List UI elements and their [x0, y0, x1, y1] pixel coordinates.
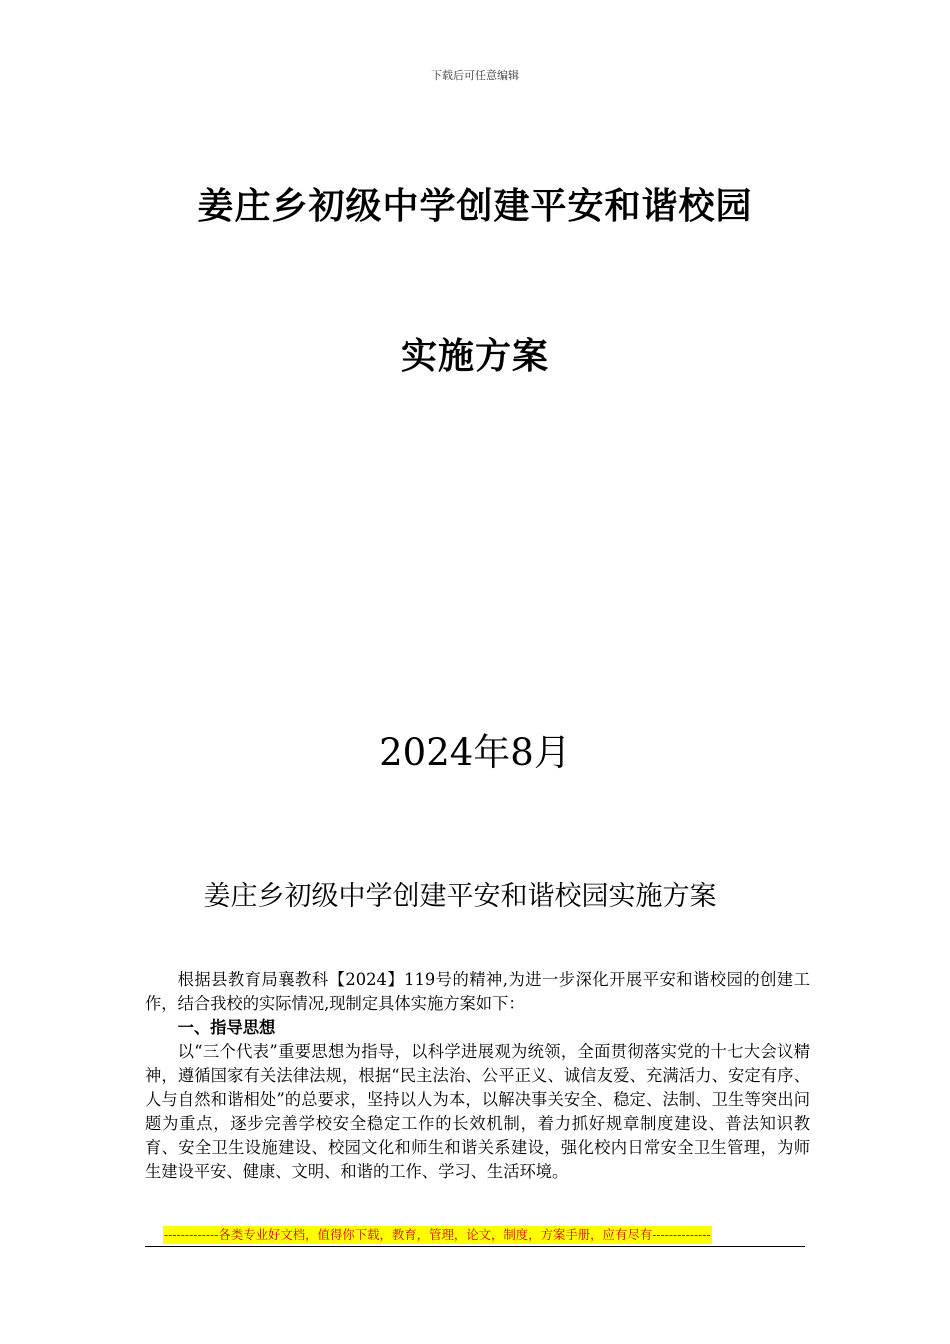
section-paragraph-guiding-ideology: 以“三个代表”重要思想为指导，以科学进展观为统领，全面贯彻落实党的十七大会议精神，遵循国家有关法律法规，根据“民主法治、公平正义、诚信友爱、充满活力、安定有序、人与自然和谐相处”的总要求，坚持以人为本，以解决事关安全、稳定、法制、卫生等突出问题为重点，逐步完善学校安全稳定工作的长效机制，着力抓好规章制度建设、普法知识教育、安全卫生设施建设、校园文化和师生和谐关系建设，强化校内日常安全卫生管理，为师生建设平安、健康、文明、和谐的工作、学习、生活环境。	[145, 1042, 810, 1181]
cover-title-line1: 姜庄乡初级中学创建平安和谐校园	[197, 186, 753, 227]
header-note: 下载后可任意编辑	[431, 69, 519, 82]
section-heading-guiding-ideology: 一、指导思想	[177, 1018, 276, 1037]
cover-date: 2024年8月	[379, 731, 571, 774]
document-title: 姜庄乡初级中学创建平安和谐校园实施方案	[203, 881, 717, 912]
intro-paragraph: 根据县教育局襄教科【2024】119号的精神,为进一步深化开展平安和谐校园的创建工作，结合我校的实际情况,现制定具体实施方案如下：	[145, 970, 810, 1013]
cover-title-line2: 实施方案	[400, 336, 549, 377]
footer-divider	[145, 1246, 805, 1247]
footer-banner: -------------各类专业好文档，值得你下载，教育，管理，论文，制度，方案手册，应有尽有--------------	[164, 1227, 711, 1242]
document-body	[145, 968, 810, 1184]
